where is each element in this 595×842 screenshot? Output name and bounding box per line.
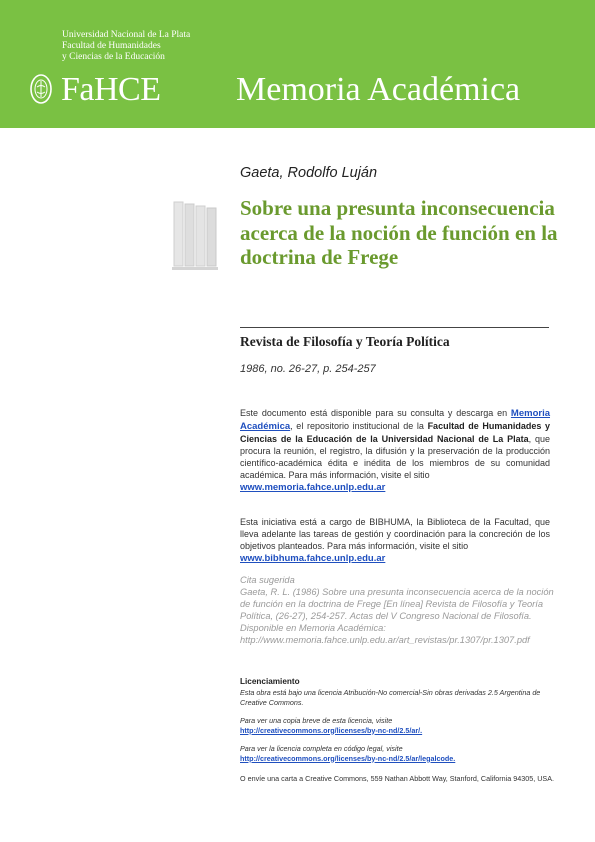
faculty-bold-text: Facultad de Humanidades y Ciencias de la Educación de la Universidad Nacional de La Plata <box>240 421 550 444</box>
license-full-link[interactable]: http://creativecommons.org/licenses/by-nc-nd/2.5/ar/legalcode. <box>240 753 456 763</box>
university-name <box>62 30 190 63</box>
memoria-url-link[interactable]: www.memoria.fahce.unlp.edu.ar <box>240 482 386 493</box>
author-name: Gaeta, Rodolfo Luján <box>240 165 378 181</box>
faculty-line-2: y Ciencias de la Educación <box>62 52 165 62</box>
license-heading: Licenciamiento <box>240 677 300 686</box>
license-brief-link[interactable]: http://creativecommons.org/licenses/by-nc-nd/2.5/ar/. <box>240 725 423 735</box>
license-full <box>240 744 560 763</box>
bibhuma-paragraph <box>240 516 550 565</box>
bibhuma-text: Esta iniciativa está a cargo de BIBHUMA, la Biblioteca de la Facultad, que lleva adelante las tareas de gestión y coordinación para la concreción de los objetivos planteados. Para más información, visite el sitio <box>240 517 550 551</box>
journal-name: Revista de Filosofía y Teoría Política <box>240 334 450 349</box>
article-title: Sobre una presunta inconsecuencia acerca de la noción de función en la doctrina de Frege <box>240 196 558 269</box>
repo-link[interactable]: Memoria Académica <box>240 408 550 432</box>
bibhuma-url-link[interactable]: www.bibhuma.fahce.unlp.edu.ar <box>240 553 386 564</box>
books-illustration <box>170 200 220 280</box>
issue-info: 1986, no. 26-27, p. 254-257 <box>240 363 376 375</box>
availability-paragraph <box>240 407 550 494</box>
license-letter: O envíe una carta a Creative Commons, 559 Nathan Abbott Way, Stanford, California 94305, USA. <box>240 774 555 783</box>
divider <box>240 327 549 328</box>
repository-title: Memoria Académica <box>236 71 521 108</box>
license-brief-intro: Para ver una copia breve de esta licencia, visite <box>240 716 393 725</box>
availability-text-3: , que procura la reunión, el registro, la difusión y la preservación de la producción científico-académica édita e inédita de los miembros de su comunidad académica. Para más información, visite el sitio <box>240 434 550 480</box>
license-text <box>240 688 560 707</box>
license-body: Esta obra está bajo una licencia Atribución-No comercial-Sin obras derivadas 2.5 Argentina de Creative Commons. <box>240 688 541 707</box>
citation-text: Gaeta, R. L. (1986) Sobre una presunta inconsecuencia acerca de la noción de función en la doctrina de Frege [En línea] Revista de Filosofía y Teoría Política, (26-27), 254-257. Actas del V Congreso Nacional de Filosofía. Disponible en Memoria Académica: http://www.memoria.fahce.unlp.edu.ar/art_revistas/pr.1307/pr.1307.pdf <box>240 587 554 645</box>
availability-text-2: , el repositorio institucional de la <box>290 421 428 431</box>
suggested-citation <box>240 574 560 646</box>
faculty-line-1: Facultad de Humanidades <box>62 41 161 51</box>
availability-text-1: Este documento está disponible para su consulta y descarga en <box>240 408 511 418</box>
fahce-logo: FaHCE <box>61 71 161 108</box>
university-line: Universidad Nacional de La Plata <box>62 30 191 40</box>
citation-heading: Cita sugerida <box>240 575 295 585</box>
license-brief <box>240 716 560 735</box>
university-seal-icon <box>29 73 53 105</box>
license-full-intro: Para ver la licencia completa en código legal, visite <box>240 744 403 753</box>
